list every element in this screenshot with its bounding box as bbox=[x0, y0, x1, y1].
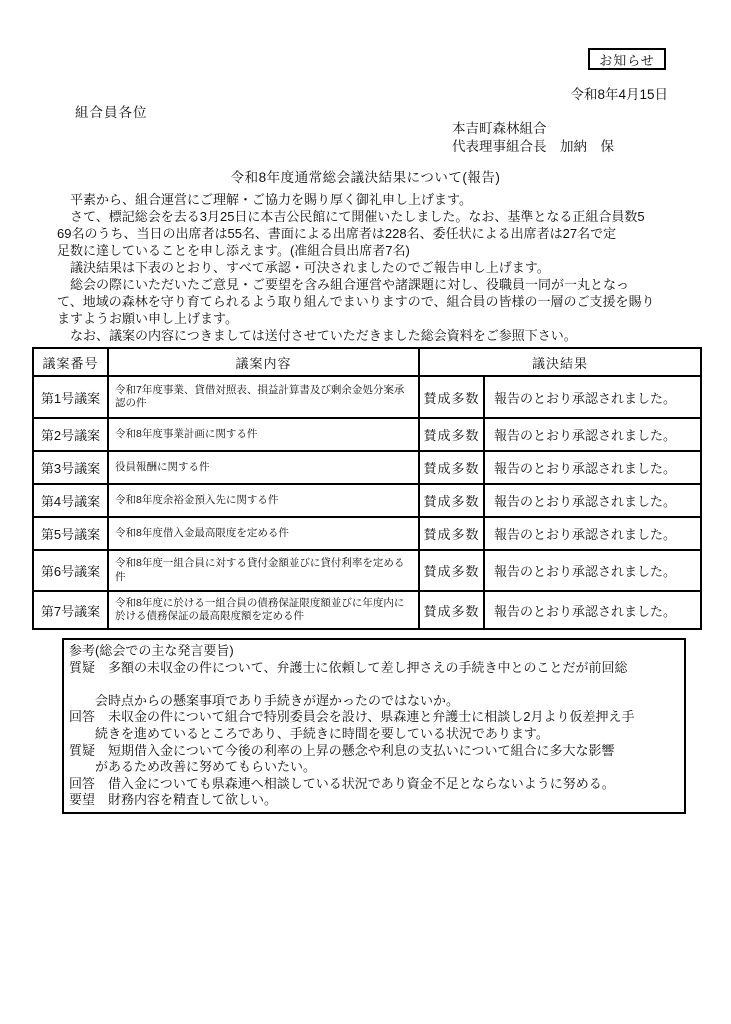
proposal-no: 第6号議案 bbox=[33, 550, 108, 591]
body-line: 69名のうち、当日の出席者は55名、書面による出席者は228名、委任状による出席者は27名で定 bbox=[57, 226, 617, 241]
body-line: 平素から、組合運営にご理解・ご協力を賜り厚く御礼申し上げます。 bbox=[57, 192, 472, 207]
proposal-no: 第3号議案 bbox=[33, 451, 108, 484]
body-line: て、地域の森林を守り育てられるよう取り組んでまいりますので、組合員の皆様の一層のご支援を賜り bbox=[57, 294, 655, 309]
proposal-content: 令和8年度一組合員に対する貸付金額並びに貸付利率を定める件 bbox=[108, 550, 419, 591]
proposal-content: 令和8年度事業計画に関する件 bbox=[108, 418, 419, 451]
reference-line: 回答 未収金の件について組合で特別委員会を設け、県森連と弁護士に相談し2月より仮差押え手 bbox=[69, 709, 635, 725]
proposal-no: 第2号議案 bbox=[33, 418, 108, 451]
vote-result: 賛成多数 bbox=[419, 550, 484, 591]
table-row bbox=[33, 517, 701, 550]
body-line: 議決結果は下表のとおり、すべて承認・可決されましたのでご報告申し上げます。 bbox=[57, 260, 550, 275]
table-row bbox=[33, 376, 701, 418]
body-line: なお、議案の内容につきましては送付させていただきました総会資料をご参照下さい。 bbox=[57, 328, 577, 343]
reference-line: 続きを進めているところであり、手続きに時間を要している状況であります。 bbox=[69, 725, 549, 741]
reference-line bbox=[69, 676, 680, 693]
approval-result: 報告のとおり承認されました。 bbox=[484, 484, 701, 517]
proposal-no: 第1号議案 bbox=[33, 376, 108, 418]
approval-result: 報告のとおり承認されました。 bbox=[484, 517, 701, 550]
vote-result: 賛成多数 bbox=[419, 451, 484, 484]
sender-organization: 本吉町森林組合 bbox=[452, 121, 547, 136]
proposal-no: 第7号議案 bbox=[33, 591, 108, 629]
reference-line: 参考(総会での主な発言要旨) bbox=[69, 643, 234, 658]
notice-label: お知らせ bbox=[599, 52, 655, 68]
reference-line: 質疑 多額の未収金の件について、弁護士に依頼して差し押さえの手続き中とのことだが前回総 bbox=[69, 659, 628, 675]
reference-line: 要望 財務内容を精査して欲しい。 bbox=[69, 792, 278, 808]
vote-result: 賛成多数 bbox=[419, 484, 484, 517]
table-header-row bbox=[33, 348, 701, 376]
reference-remarks-box bbox=[62, 638, 686, 814]
vote-result: 賛成多数 bbox=[419, 376, 484, 418]
approval-result: 報告のとおり承認されました。 bbox=[484, 451, 701, 484]
proposal-content: 令和7年度事業、貸借対照表、損益計算書及び剰余金処分案承認の件 bbox=[108, 376, 419, 418]
body-line: 足数に達していることを申し添えます。(准組合員出席者7名) bbox=[57, 243, 410, 258]
proposal-content: 令和8年度借入金最高限度を定める件 bbox=[108, 517, 419, 550]
col-header-result: 議決結果 bbox=[419, 348, 701, 376]
recipient-line: 組合員各位 bbox=[75, 105, 148, 120]
proposal-no: 第5号議案 bbox=[33, 517, 108, 550]
table-row bbox=[33, 550, 701, 591]
proposal-content: 令和8年度余裕金預入先に関する件 bbox=[108, 484, 419, 517]
body-paragraphs bbox=[57, 191, 677, 344]
document-title: 令和8年度通常総会議決結果について(報告) bbox=[230, 170, 501, 185]
table-row bbox=[33, 484, 701, 517]
table-row bbox=[33, 591, 701, 629]
vote-result: 賛成多数 bbox=[419, 418, 484, 451]
approval-result: 報告のとおり承認されました。 bbox=[484, 550, 701, 591]
reference-line: 会時点からの懸案事項であり手続きが遅かったのではないか。 bbox=[69, 692, 460, 708]
body-line: さて、標記総会を去る3月25日に本吉公民館にて開催いたしました。なお、基準となる正組合員数5 bbox=[57, 209, 645, 224]
sender-representative: 代表理事組合長 加納 保 bbox=[452, 138, 614, 154]
approval-result: 報告のとおり承認されました。 bbox=[484, 376, 701, 418]
table-row bbox=[33, 451, 701, 484]
reference-line: 回答 借入金についても県森連へ相談している状況であり資金不足とならないように努める。 bbox=[69, 775, 615, 791]
sender-block bbox=[452, 120, 614, 155]
document-date: 令和8年4月15日 bbox=[570, 87, 668, 102]
reference-line: があるため改善に努めてもらいたい。 bbox=[69, 759, 317, 775]
body-line: 総会の際にいただいたご意見・ご要望を含み組合運営や諸課題に対し、役職員一同が一丸となっ bbox=[57, 277, 630, 292]
proposal-content: 令和8年度に於ける一組合員の債務保証限度額並びに年度内に於ける債務保証の最高限度額を定める件 bbox=[108, 591, 419, 629]
vote-result: 賛成多数 bbox=[419, 517, 484, 550]
col-header-proposal-no: 議案番号 bbox=[33, 348, 108, 376]
vote-result: 賛成多数 bbox=[419, 591, 484, 629]
resolution-table bbox=[32, 347, 702, 630]
approval-result: 報告のとおり承認されました。 bbox=[484, 418, 701, 451]
body-line: ますようお願い申し上げます。 bbox=[57, 311, 238, 326]
proposal-content: 役員報酬に関する件 bbox=[108, 451, 419, 484]
col-header-content: 議案内容 bbox=[108, 348, 419, 376]
proposal-no: 第4号議案 bbox=[33, 484, 108, 517]
table-row bbox=[33, 418, 701, 451]
reference-line: 質疑 短期借入金について今後の利率の上昇の懸念や利息の支払いについて組合に多大な影響 bbox=[69, 742, 615, 758]
notice-label-box bbox=[588, 48, 666, 70]
approval-result: 報告のとおり承認されました。 bbox=[484, 591, 701, 629]
